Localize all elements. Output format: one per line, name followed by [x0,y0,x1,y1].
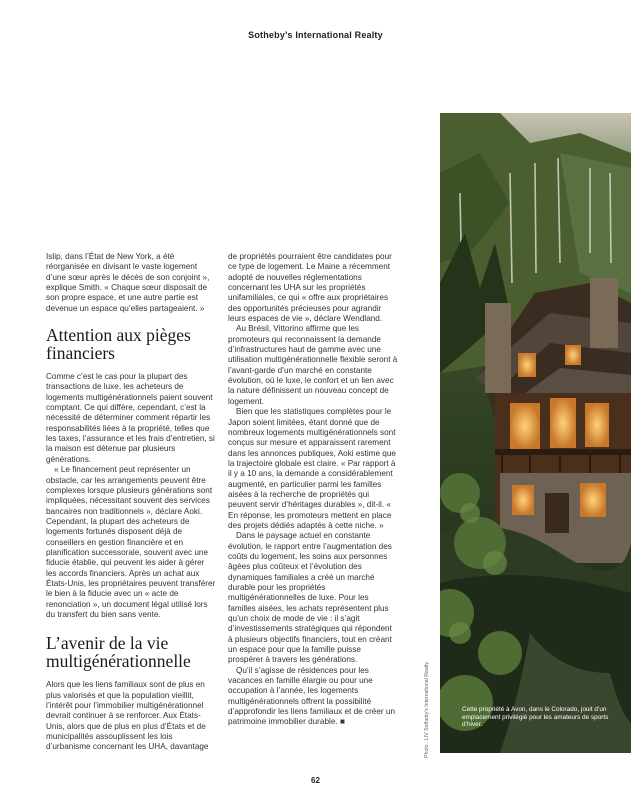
paragraph: Au Brésil, Vittorino affirme que les promoteurs qui reconnaissent la demande d’infrastructures haut de gamme avec une utilisation multigénérationnelle flexible seront à l’avant-garde d’un marché en constante évolution, où le luxe, le confort et un lien avec la nature définissent un nouveau concept de logement. [228,324,398,406]
section-heading-future: L’avenir de la vie multigénérationnelle [46,633,191,672]
chalet-photo [440,113,631,753]
intro-paragraph: Islip, dans l’État de New York, a été réorganisée en divisant le vaste logement d’une sœur après le décès de son conjoint », explique Smith. « Chaque sœur disposait de son propre espace, et une autre partie est devenue un espace qu’elles partageaient. » [46,252,210,313]
paragraph: Qu’il s’agisse de résidences pour les vacances en famille élargie ou pour une occupation à l’année, les logements multigénérationnels offrent la possibilité d’approfondir les liens familiaux et de créer un patrimoine immobilier durable. ■ [228,665,396,727]
chalet-illustration [440,113,631,753]
paragraph: Comme c’est le cas pour la plupart des transactions de luxe, les acheteurs de logements multigénérationnels paient souvent comptant. Ce qui diffère, cependant, c’est la nécessité de déterminer comment répartir les responsabilités liées à la propriété, telles que les taxes, l’assurance et les frais d’entretien, si la maison est détenue par plusieurs générations. [46,372,215,464]
photo-caption: Cette propriété à Avon, dans le Colorado, jouit d’un emplacement privilégié pour les amateurs de sports d’hiver. [462,706,609,729]
photo-credit: Photo : LIV Sotheby’s International Realty [424,662,430,758]
page-number: 62 [311,776,320,785]
article-column-left [46,252,216,753]
paragraph: Dans le paysage actuel en constante évolution, le rapport entre l’augmentation des coûts du logement, les soins aux personnes âgées plus coûteux et l’évolution des dynamiques familiales a créé un marché durable pour les propriétés multigénérationnelles de luxe. Pour les familles aisées, les achats représentent plus qu’un choix de mode de vie : il s’agit d’investissements stratégiques qui répondent à plusieurs objectifs financiers, tout en créant un espace pour que la famille puisse prospérer à travers les générations. [228,531,392,665]
publication-header: Sotheby’s International Realty [248,30,383,40]
section-heading-financial-pitfalls: Attention aux pièges financiers [46,325,191,364]
paragraph: Bien que les statistiques complètes pour le Japon soient limitées, étant donné que de nombreux logements multigénérationnels sont conçus sur mesure et apparaissent rarement dans les annonces publiques, Aoki estime que la trajectoire globale est claire. « Par rapport à il y a 10 ans, la demande a considérablement augmenté, en particulier parmi les familles aisées à la recherche de propriétés qui peuvent servir d’héritages durables », dit-il. « En réponse, les promoteurs mettent en place des projets dédiés adaptés à cette niche. » [228,407,396,530]
paragraph: de propriétés pourraient être candidates pour ce type de logement. Le Maine a récemment adopté de nouvelles réglementations concernant les UHA sur les propriétés unifamiliales, ce qui « offre aux propriétaires des opportunités précieuses pour agrandir leurs espaces de vie », déclare Wendland. [228,252,392,324]
paragraph: « Le financement peut représenter un obstacle, car les arrangements peuvent être complexes lorsque plusieurs générations sont impliquées, nécessitant souvent des services bancaires non traditionnels », déclare Aoki. Cependant, la plupart des acheteurs de logements fortunés disposent déjà de conseillers en gestion financière et en planification successorale, souvent avec une fiducie établie, qui peuvent les aider à gérer les accords financiers. Après un achat aux États-Unis, les propriétaires peuvent transférer le bien à la fiducie avec un « acte de renonciation », un document légal utilisé lors du transfert du bien sans vente. [46,465,216,619]
article-column-right [228,252,398,728]
paragraph: Alors que les liens familiaux sont de plus en plus valorisés et que la population vieillit, l’intérêt pour l’immobilier multigénérationnel devrait continuer à se renforcer. Aux États-Unis, alors que de plus en plus d’États et de municipalités assouplissent les lois d’urbanisme concernant les UHA, davantage [46,680,209,752]
